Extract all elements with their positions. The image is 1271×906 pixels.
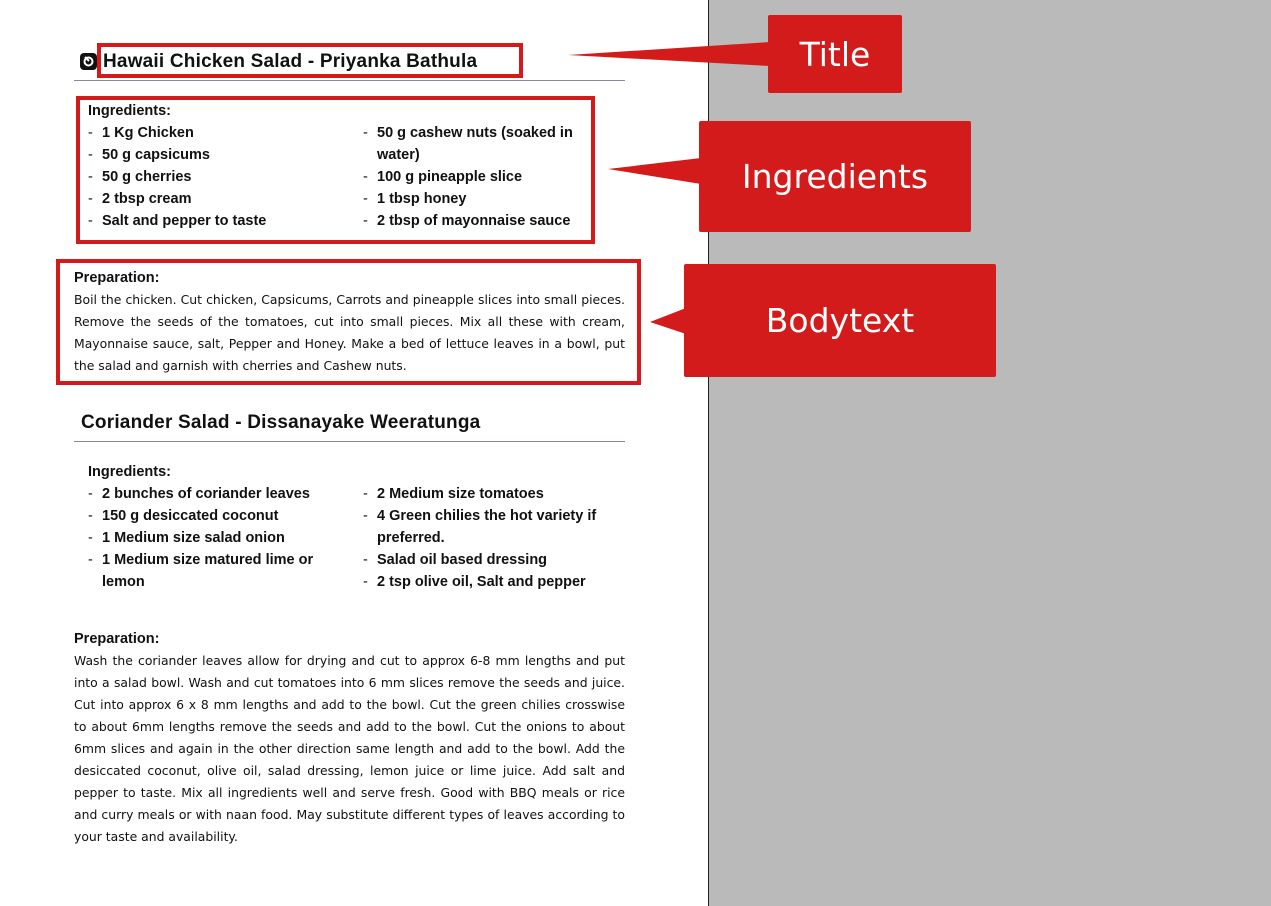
recipe-2-preparation-text: Wash the coriander leaves allow for drying and cut to approx 6-8 mm lengths and put into a salad bowl. Wash and cut tomatoes into 6 mm slices remove the seeds and juice. Cut into approx 6 x 8 mm lengths and add to the bowl. Cut the green chilies crosswise to about 6mm lengths remove the seeds and add to the bowl. Cut the onions to about 6mm slices and again in the other direction same length and add to the bowl. Add the desiccated coconut, olive oil, salad dressing, lemon juice or lime juice. Add salt and pepper to taste. Mix all ingredients well and serve fresh. Good with BBQ meals or rice and curry meals or with naan food. May substitute different types of leaves according to your taste and availability. [74, 653, 625, 844]
ingredients-callout: Ingredients [699, 121, 971, 232]
list-item: - 50 g cashew nuts (soaked in water) [363, 125, 573, 163]
recipe-1-title: Hawaii Chicken Salad - Priyanka Bathula [103, 51, 478, 72]
list-item: - 2 tbsp of mayonnaise sauce [363, 213, 571, 229]
list-item: - 2 bunches of coriander leaves [88, 486, 310, 502]
recipe-2-title: Coriander Salad - Dissanayake Weeratunga [81, 412, 481, 433]
recipe-2-ingredients-label: Ingredients: [88, 464, 171, 480]
list-item: - 50 g capsicums [88, 147, 210, 163]
list-item: - Salad oil based dressing [363, 552, 548, 568]
ingredients-annotation-box [76, 96, 595, 244]
recipe-1-ingredients-label: Ingredients: [88, 103, 171, 119]
list-item: - 1 tbsp honey [363, 191, 467, 207]
title-rule-2 [74, 441, 625, 442]
list-item: - Salt and pepper to taste [88, 213, 267, 229]
list-item: - 150 g desiccated coconut [88, 508, 279, 524]
title-annotation-box [97, 43, 523, 78]
list-item: - 100 g pineapple slice [363, 169, 523, 185]
list-item: - 1 Medium size salad onion [88, 530, 285, 546]
list-item: - 2 Medium size tomatoes [363, 486, 544, 502]
recipe-1-preparation-text: Boil the chicken. Cut chicken, Capsicums, Carrots and pineapple slices into small pieces. Remove the seeds of the tomatoes, cut into small pieces. Mix all these with cream, Mayonnaise sauce, salt, Pepper and Honey. Make a bed of lettuce leaves in a bowl, put the salad and garnish with cherries and Cashew nuts. [74, 292, 625, 373]
title-rule-1 [74, 80, 625, 81]
recipe-1-preparation-label: Preparation: [74, 270, 160, 286]
recipe-2-ingredients-right [363, 483, 603, 593]
list-item: - 4 Green chilies the hot variety if preferred. [363, 508, 597, 546]
list-item: - 1 Kg Chicken [88, 125, 194, 141]
document-icon [80, 53, 97, 70]
title-callout: Title [768, 15, 902, 93]
list-item: - 1 Medium size matured lime or lemon [88, 552, 314, 590]
recipe-2-preparation-label: Preparation: [74, 631, 160, 647]
bodytext-callout: Bodytext [684, 264, 996, 377]
list-item: - 2 tbsp cream [88, 191, 192, 207]
list-item: - 50 g cherries [88, 169, 192, 185]
bodytext-annotation-box [56, 259, 641, 385]
list-item: - 2 tsp olive oil, Salt and pepper [363, 574, 586, 590]
recipe-2-ingredients-left [88, 483, 316, 593]
